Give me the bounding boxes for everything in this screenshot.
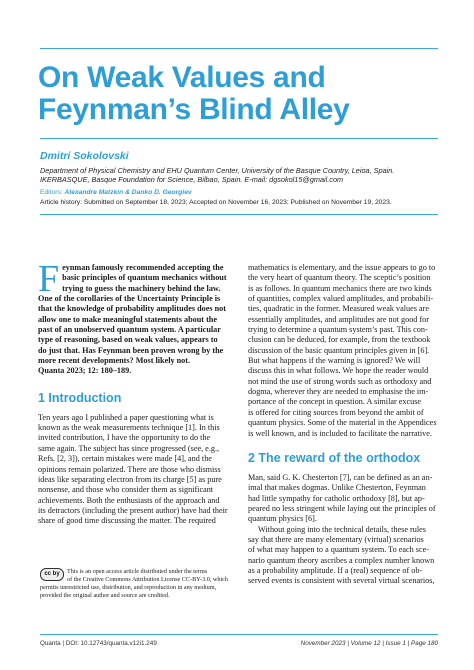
body-line: trying to determine a quantum system’s past. This con- <box>248 325 428 335</box>
section-heading-introduction: 1 Introduction <box>38 390 122 405</box>
introduction-line: same again. The subject has since progressed (see, e.g., <box>38 443 220 453</box>
section-heading-reward: 2 The reward of the orthodox <box>248 450 421 465</box>
body-line: dogma, wherever they are needed to emphasise the im- <box>248 387 429 397</box>
license-line: permits unrestricted use, distribution, and reproduction in any medium, <box>40 584 217 591</box>
license-text-short <box>67 568 247 584</box>
abstract-line: One of the corollaries of the Uncertainty Principle is <box>38 294 221 304</box>
abstract-line: eynman famously recommended accepting the <box>62 263 224 272</box>
body-line: discussion of the basic quantum principles given in [6]. <box>248 345 430 355</box>
body-line: is as follows. In quantum mechanics there are two kinds <box>248 283 432 293</box>
abstract-dropcap: F <box>38 258 60 300</box>
affiliation-line-2: IKERBASQUE, Basque Foundation for Science, Bilbao, Spain. E-mail: dgsokol15@gmail.com <box>40 175 344 184</box>
title-line-1: On Weak Values and <box>38 61 326 94</box>
body-line: peared no less stringent while laying out the principles of <box>248 503 436 513</box>
left-column <box>38 258 228 527</box>
abstract-line: type of reasoning, based on weak values, appears to <box>38 335 218 345</box>
body-line: Without going into the technical details, these rules <box>258 524 426 534</box>
header-bottom-rule <box>40 214 438 215</box>
creative-commons-badge-icon[interactable]: cc by <box>40 568 64 581</box>
abstract-line: past of an unobserved quantum system. A particular <box>38 325 221 335</box>
author-name: Dmitri Sokolovski <box>40 150 129 162</box>
license-line: of the Creative Commons Attribution License CC-BY-3.0, which <box>67 576 229 584</box>
right-paragraph-1 <box>248 263 438 439</box>
right-paragraph-3 <box>248 525 438 587</box>
body-line: quantum physics [6]. <box>248 514 317 524</box>
abstract-lines <box>38 258 228 377</box>
abstract-line: do just that. Has Feynman been proven wrong by the <box>38 345 224 355</box>
body-line: say that there are many elementary (virtual) scenarios <box>248 534 424 544</box>
body-line: of quantities, complex valued amplitudes, and probabili- <box>248 294 434 304</box>
right-paragraph-2 <box>248 473 438 525</box>
abstract-line: more recent developments? Most likely not. <box>38 356 191 366</box>
body-line: Man, said G. K. Chesterton [7], can be defined as an an- <box>248 472 433 482</box>
footer-rule <box>40 634 438 635</box>
title-rule <box>40 138 438 139</box>
body-line: served events is consistent with several virtual scenarios, <box>248 576 435 586</box>
introduction-line: known as the weak measurements technique [1]. In this <box>38 423 220 433</box>
body-line: clusion can be deduced, for example, from the textbook <box>248 335 431 345</box>
abstract-line: Quanta 2023; 12: 180–189. <box>38 366 132 376</box>
body-line: is offered for citing sources from beyond the ambit of <box>248 407 424 417</box>
editors-label: Editors: <box>40 189 63 196</box>
article-history: Article history: Submitted on September 18, 2023; Accepted on November 16, 2023; Published on November 19, 2023. <box>40 199 392 206</box>
editors-line <box>40 189 192 196</box>
introduction-line: Ten years ago I published a paper questioning what is <box>38 412 214 422</box>
body-line: mathematics is elementary, and the issue appears to go to <box>248 263 436 272</box>
abstract-line: trying to guess the machinery behind the law. <box>62 283 221 293</box>
introduction-line: its detractors (including the present author) have had their <box>38 505 228 515</box>
body-line: ties, quadratic in the former. Measured weak values are <box>248 304 429 314</box>
editors-names: Alexandre Matzkin & Danko D. Georgiev <box>64 189 192 196</box>
body-line: the very heart of quantum theory. The sceptic’s position <box>248 273 431 283</box>
body-line: had little sympathy for catholic orthodoxy [8], but ap- <box>248 493 425 503</box>
affiliation-line-1: Department of Physical Chemistry and EHU Quantum Center, University of the Basque Country, Leioa, Spain. <box>40 166 395 175</box>
affiliation <box>40 166 440 184</box>
introduction-line: opinions remain polarized. There are those who dismiss <box>38 464 221 474</box>
introduction-line: invited contribution, I have the opportunity to do the <box>38 433 211 443</box>
body-line: imal that makes dogmas. Unlike Chesterton, Feynman <box>248 483 426 493</box>
body-line: portance of the concept in question. A similar excuse <box>248 397 422 407</box>
body-line: is well known, and is included to facilitate the narrative. <box>248 428 432 438</box>
license-text-full <box>40 584 245 600</box>
body-line: quantum physics. Some of the material in the Appendices <box>248 418 437 428</box>
introduction-text <box>38 413 228 527</box>
title-line-2: Feynman’s Blind Alley <box>38 93 350 126</box>
body-line: discuss this in what follows. We hope the reader would <box>248 366 429 376</box>
introduction-line: share of good time discussing the matter. The required <box>38 516 216 526</box>
introduction-line: ideas like separating electron from its charge [5] as pure <box>38 474 222 484</box>
article-title <box>38 62 350 126</box>
body-line: nario quantum theory ascribes a complex number known <box>248 555 435 565</box>
abstract-line: that the knowledge of probability amplitudes does not <box>38 304 226 314</box>
abstract-line: basic principles of quantum mechanics without <box>62 273 227 283</box>
top-rule <box>40 48 438 49</box>
footer-issue-page: November 2023 | Volume 12 | Issue 1 | Page 180 <box>300 640 438 647</box>
body-line: of what may happen to a quantum system. To each sce- <box>248 545 429 555</box>
introduction-line: nonsense, and those who consider them as significant <box>38 485 214 495</box>
abstract <box>38 258 228 377</box>
right-column <box>248 263 438 587</box>
body-line: But what happens if the warning is ignored? We will <box>248 356 421 366</box>
body-line: not mind the use of strong words such as orthodoxy and <box>248 376 432 386</box>
license-line: provided the original author and source are credited. <box>40 592 170 600</box>
introduction-line: Refs. [2, 3]), certain mistakes were made [4], and the <box>38 454 212 464</box>
body-line: as a probability amplitude. If a (real) sequence of ob- <box>248 565 423 575</box>
footer-journal-doi: Quanta | DOI: 10.12743/quanta.v12i1.249 <box>40 640 157 647</box>
introduction-line: achievements. Both the enthusiasts of the approach and <box>38 495 220 505</box>
license-line: This is an open access article distributed under the terms <box>67 568 208 575</box>
body-line: essentially amplitudes, and amplitudes are not good for <box>248 314 429 324</box>
abstract-line: allow one to make meaningful statements about the <box>38 314 217 324</box>
